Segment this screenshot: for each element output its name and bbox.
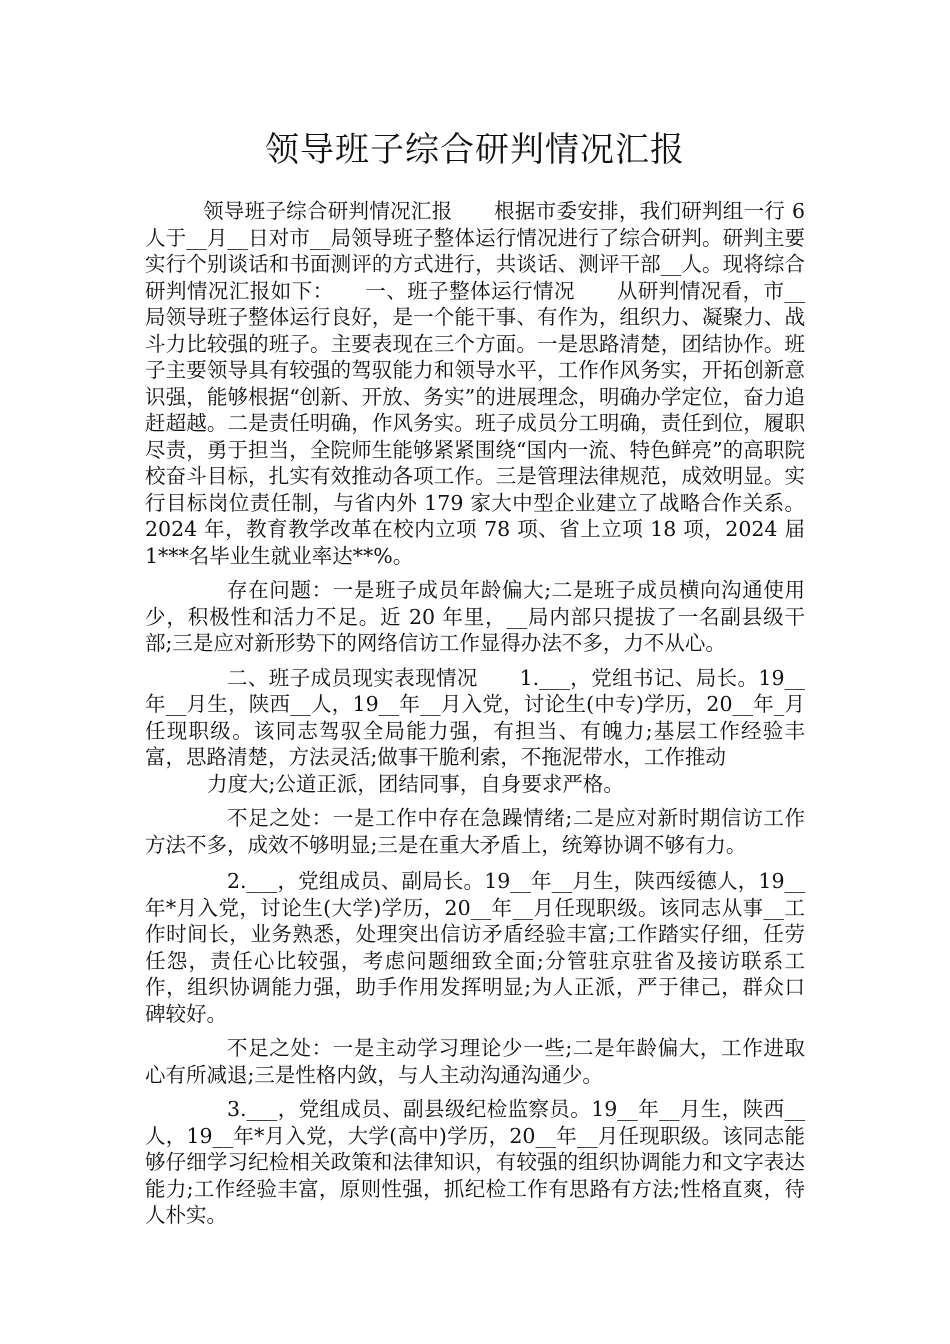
paragraph-problems: 存在问题：一是班子成员年龄偏大;二是班子成员横向沟通使用少，积极性和活力不足。近 20 年里，__局内部只提拔了一名副县级干部;三是应对新形势下的网络信访工作显得办法不多，力不从心。 xyxy=(145,578,805,655)
paragraph-member-1-continued: 力度大;公道正派，团结同事，自身要求严格。 xyxy=(207,771,624,796)
paragraph-intro: 领导班子综合研判情况汇报 根据市委安排，我们研判组一行 6 人于__月__日对市__局领导班子整体运行情况进行了综合研判。研判主要实行个别谈话和书面测评的方式进行，共谈话、测评干部__人。现将综合研判情况汇报如下： 一、班子整体运行情况 从研判情况看，市__局领导班子整体运行良好，是一个能干事、有作为，组织力、凝聚力、战斗力比较强的班子。主要表现在三个方面。一是思路清楚，团结协作。班子主要领导具有较强的驾驭能力和领导水平，工作作风务实，开拓创新意识强，能够根据“创新、开放、务实”的进展理念，明确办学定位，奋力追赶超越。二是责任明确，作风务实。班子成员分工明确，责任到位，履职尽责，勇于担当，全院师生能够紧紧围绕“国内一流、特色鲜亮”的高职院校奋斗目标，扎实有效推动各项工作。三是管理法律规范，成效明显。实行目标岗位责任制，与省内外 179 家大中型企业建立了战略合作关系。2024 年，教育教学改革在校内立项 78 项、省上立项 18 项，2024 届 1***名毕业生就业率达**%。 xyxy=(145,199,805,568)
paragraph-member-3: 3.___，党组成员、副县级纪检监察员。19__年__月生，陕西__人，19__年*月入党，大学(高中)学历，20__年__月任现职级。该同志能够仔细学习纪检相关政策和法律知识，有较强的组织协调能力和文字表达能力;工作经验丰富，原则性强，抓纪检工作有思路有方法;性格直爽，待人朴实。 xyxy=(145,1097,805,1227)
paragraph-member-2-shortcomings: 不足之处：一是主动学习理论少一些;二是年龄偏大，工作进取心有所减退;三是性格内敛，与人主动沟通沟通少。 xyxy=(145,1036,805,1087)
document-body xyxy=(145,198,805,1229)
paragraph-member-1-shortcomings: 不足之处：一是工作中存在急躁情绪;二是应对新时期信访工作方法不多，成效不够明显;三是在重大矛盾上，统筹协调不够有力。 xyxy=(145,806,805,857)
paragraph-member-1: 二、班子成员现实表现情况 1.___，党组书记、局长。19__年__月生，陕西__人，19__年__月入党，讨论生(中专)学历，20__年_月任现职级。该同志驾驭全局能力强，有担当、有魄力;基层工作经验丰富，思路清楚，方法灵活;做事干脆利索，不拖泥带水，工作推动 xyxy=(145,665,805,769)
paragraph-member-2: 2.___，党组成员、副局长。19__年__月生，陕西绥德人，19__年*月入党，讨论生(大学)学历，20__年__月任现职级。该同志从事__工作时间长，业务熟悉，处理突出信访矛盾经验丰富;工作踏实仔细，任劳任怨，责任心比较强，考虑问题细致全面;分管驻京驻省及接访联系工作，组织协调能力强，助手作用发挥明显;为人正派，严于律己，群众口碑较好。 xyxy=(145,869,805,1026)
document-title: 领导班子综合研判情况汇报 xyxy=(265,130,685,170)
